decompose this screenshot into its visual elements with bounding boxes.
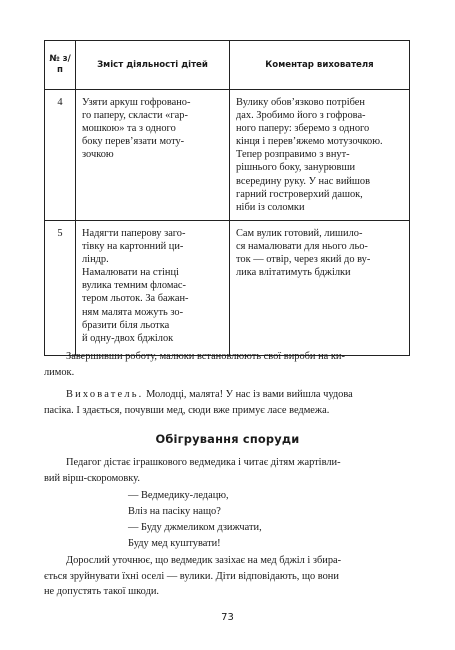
speech-text: Молодці, малята! У нас із вами вийшла чудова bbox=[143, 389, 353, 400]
paragraph-adult bbox=[44, 553, 410, 600]
cell-line: Сам вулик готовий, лишило- bbox=[236, 228, 363, 239]
page-number: 73 bbox=[221, 612, 234, 623]
activity-cell bbox=[76, 90, 230, 221]
cell-line: бразити біля льотка bbox=[82, 319, 170, 331]
header-number: № з/п bbox=[45, 41, 76, 90]
cell-line: ніби із соломки bbox=[236, 201, 305, 213]
cell-line: всередину руку. У нас вийшов bbox=[236, 175, 371, 187]
cell-line: ся намалювати для нього льо- bbox=[236, 241, 368, 253]
text-line: пасіка. І здається, почувши мед, сюди вже примує ласе ведмежа. bbox=[44, 404, 330, 416]
header-comment: Коментар вихователя bbox=[230, 41, 410, 90]
cell-line: ного паперу: зберемо з одного bbox=[236, 123, 370, 135]
cell-line: Вулику обов’язково потрібен bbox=[236, 97, 365, 108]
cell-line: вулика темним фломас- bbox=[82, 280, 187, 292]
cell-line: рішнього боку, занурювши bbox=[236, 162, 356, 174]
poem-line: — Ведмедику-ледацю, bbox=[128, 490, 229, 501]
cell-line: кінця і перев’яжемо мотузочкою. bbox=[236, 136, 383, 148]
text-line bbox=[44, 387, 410, 403]
text-line: вий вірш-скоромовку. bbox=[44, 472, 140, 484]
cell-line: Надягти паперову заго- bbox=[82, 228, 186, 239]
cell-line: боку перев’язати моту- bbox=[82, 136, 185, 148]
cell-line: ліндр. bbox=[82, 254, 109, 266]
speaker-label: Вихователь. bbox=[66, 389, 144, 400]
poem-line: Вліз на пасіку нащо? bbox=[128, 506, 221, 517]
text-line: не допустять такої шкоди. bbox=[44, 586, 160, 597]
table-header-row bbox=[45, 41, 410, 90]
cell-line: гарний гостроверхий дашок, bbox=[236, 188, 363, 200]
cell-line: й одну-двох бджілок bbox=[82, 332, 174, 344]
activity-table bbox=[44, 40, 410, 356]
poem-line: — Буду джмеликом дзижчати, bbox=[128, 522, 262, 533]
cell-line: дах. Зробимо його з гофрова- bbox=[236, 110, 366, 122]
poem bbox=[128, 488, 262, 552]
cell-line: зочкою bbox=[82, 149, 114, 161]
paragraph-educator-speech bbox=[44, 387, 410, 418]
section-title: Обігрування споруди bbox=[155, 432, 300, 446]
cell-line: лика влітатимуть бджілки bbox=[236, 267, 351, 279]
cell-line: Намалювати на стінці bbox=[82, 267, 179, 279]
activity-cell bbox=[76, 221, 230, 356]
cell-line: го паперу, скласти «гар- bbox=[82, 110, 188, 122]
cell-line: мошкою» та з одного bbox=[82, 123, 176, 135]
text-line: лимок. bbox=[44, 366, 75, 378]
text-line: Завершивши роботу, малюки встановлюють свої вироби на ки- bbox=[66, 351, 345, 362]
text-line: ється зруйнувати їхні оселі — вулики. Діти відповідають, що вони bbox=[44, 570, 339, 582]
paragraph-conclusion bbox=[44, 349, 410, 380]
table-row bbox=[45, 90, 410, 221]
cell-line: тівку на картонний ци- bbox=[82, 241, 184, 253]
comment-cell bbox=[230, 90, 410, 221]
row-number: 5 bbox=[45, 221, 76, 356]
cell-line: Тепер розправимо з внут- bbox=[236, 149, 350, 161]
cell-line: ням малята можуть зо- bbox=[82, 306, 184, 318]
row-number: 4 bbox=[45, 90, 76, 221]
poem-line: Буду мед куштувати! bbox=[128, 538, 221, 549]
header-activity: Зміст діяльності дітей bbox=[76, 41, 230, 90]
cell-line: Узяти аркуш гофровано- bbox=[82, 97, 191, 108]
paragraph-teacher bbox=[44, 455, 410, 486]
text-line: Педагог дістає іграшкового ведмедика і читає дітям жартівли- bbox=[66, 457, 341, 468]
cell-line: ток — отвір, через який до ву- bbox=[236, 254, 371, 266]
text-line: Дорослий уточнює, що ведмедик зазіхає на мед бджіл і збира- bbox=[66, 555, 342, 566]
cell-line: тером льоток. За бажан- bbox=[82, 293, 189, 305]
table-row bbox=[45, 221, 410, 356]
comment-cell bbox=[230, 221, 410, 356]
